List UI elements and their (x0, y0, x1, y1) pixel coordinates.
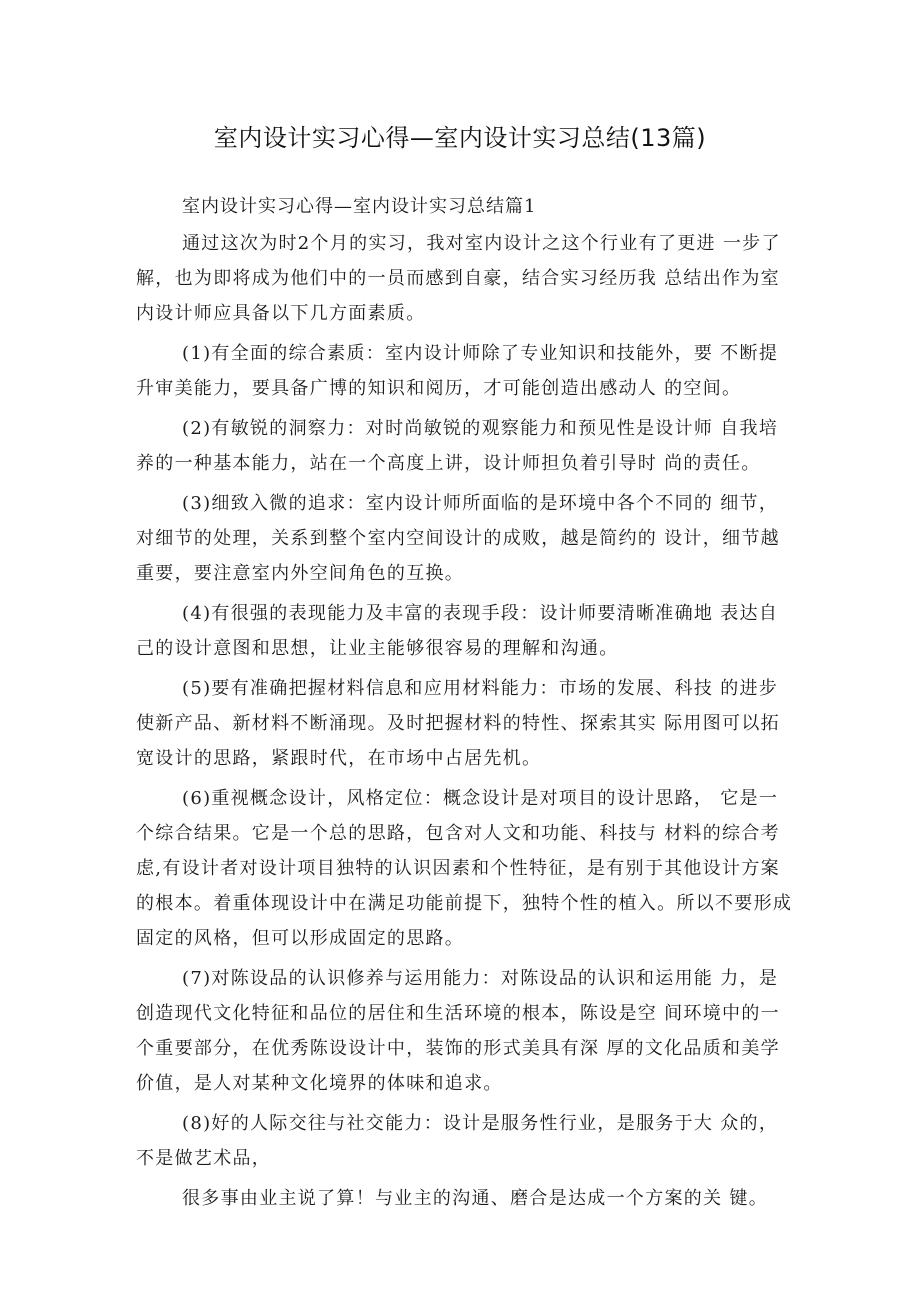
document-body (136, 226, 796, 1216)
quality-7-paragraph: (7)对陈设品的认识修养与运用能力：对陈设品的认识和运用能 力，是创造现代文化特征和品位的居住和生活环境的根本，陈设是空 间环境中的一个重要部分，在优秀陈设设计中，装饰的形式美具有深 厚的文化品质和美学价值，是人对某种文化境界的体味和追求。 (136, 968, 780, 1094)
intro-paragraph: 通过这次为时2个月的实习，我对室内设计之这个行业有了更进 一步了解，也为即将成为他们中的一员而感到自豪，结合实习经历我 总结出作为室内设计师应具备以下几方面素质。 (136, 233, 781, 324)
quality-1-paragraph: (1)有全面的综合素质：室内设计师除了专业知识和技能外，要 不断提升审美能力，要具备广博的知识和阅历，才可能创造出感动人 的空间。 (136, 343, 779, 399)
quality-5-paragraph: (5)要有准确把握材料信息和应用材料能力：市场的发展、科技 的进步使新产品、新材料不断涌现。及时把握材料的特性、探索其实 际用图可以拓宽设计的思路，紧跟时代，在市场中占居先机。 (136, 678, 780, 769)
closing-paragraph: 很多事由业主说了算！与业主的沟通、磨合是达成一个方案的关 键。 (182, 1188, 769, 1209)
quality-2-paragraph: (2)有敏锐的洞察力：对时尚敏锐的观察能力和预见性是设计师 自我培养的一种基本能力，站在一个高度上讲，设计师担负着引导时 尚的责任。 (136, 418, 779, 474)
quality-4-paragraph: (4)有很强的表现能力及丰富的表现手段：设计师要清晰准确地 表达自己的设计意图和思想，让业主能够很容易的理解和沟通。 (136, 603, 779, 659)
quality-6-paragraph: (6)重视概念设计，风格定位：概念设计是对项目的设计思路， 它是一个综合结果。它是一个总的思路，包含对人文和功能、科技与 材料的综合考虑,有设计者对设计项目独特的认识因素和个性特征，是有别于其他设计方案的根本。着重体现设计中在满足功能前提下，独特个性的植入。所以不要形成固定的风格，但可以形成固定的思路。 (136, 788, 793, 949)
section-heading: 室内设计实习心得—室内设计实习总结篇1 (182, 196, 537, 217)
quality-8-paragraph: (8)好的人际交往与社交能力：设计是服务性行业，是服务于大 众的，不是做艺术品， (136, 1113, 779, 1169)
quality-3-paragraph: (3)细致入微的追求：室内设计师所面临的是环境中各个不同的 细节，对细节的处理，关系到整个室内空间设计的成败，越是简约的 设计，细节越重要，要注意室内外空间角色的互换。 (136, 493, 780, 584)
document-title: 室内设计实习心得—室内设计实习总结(13篇) (213, 124, 707, 152)
